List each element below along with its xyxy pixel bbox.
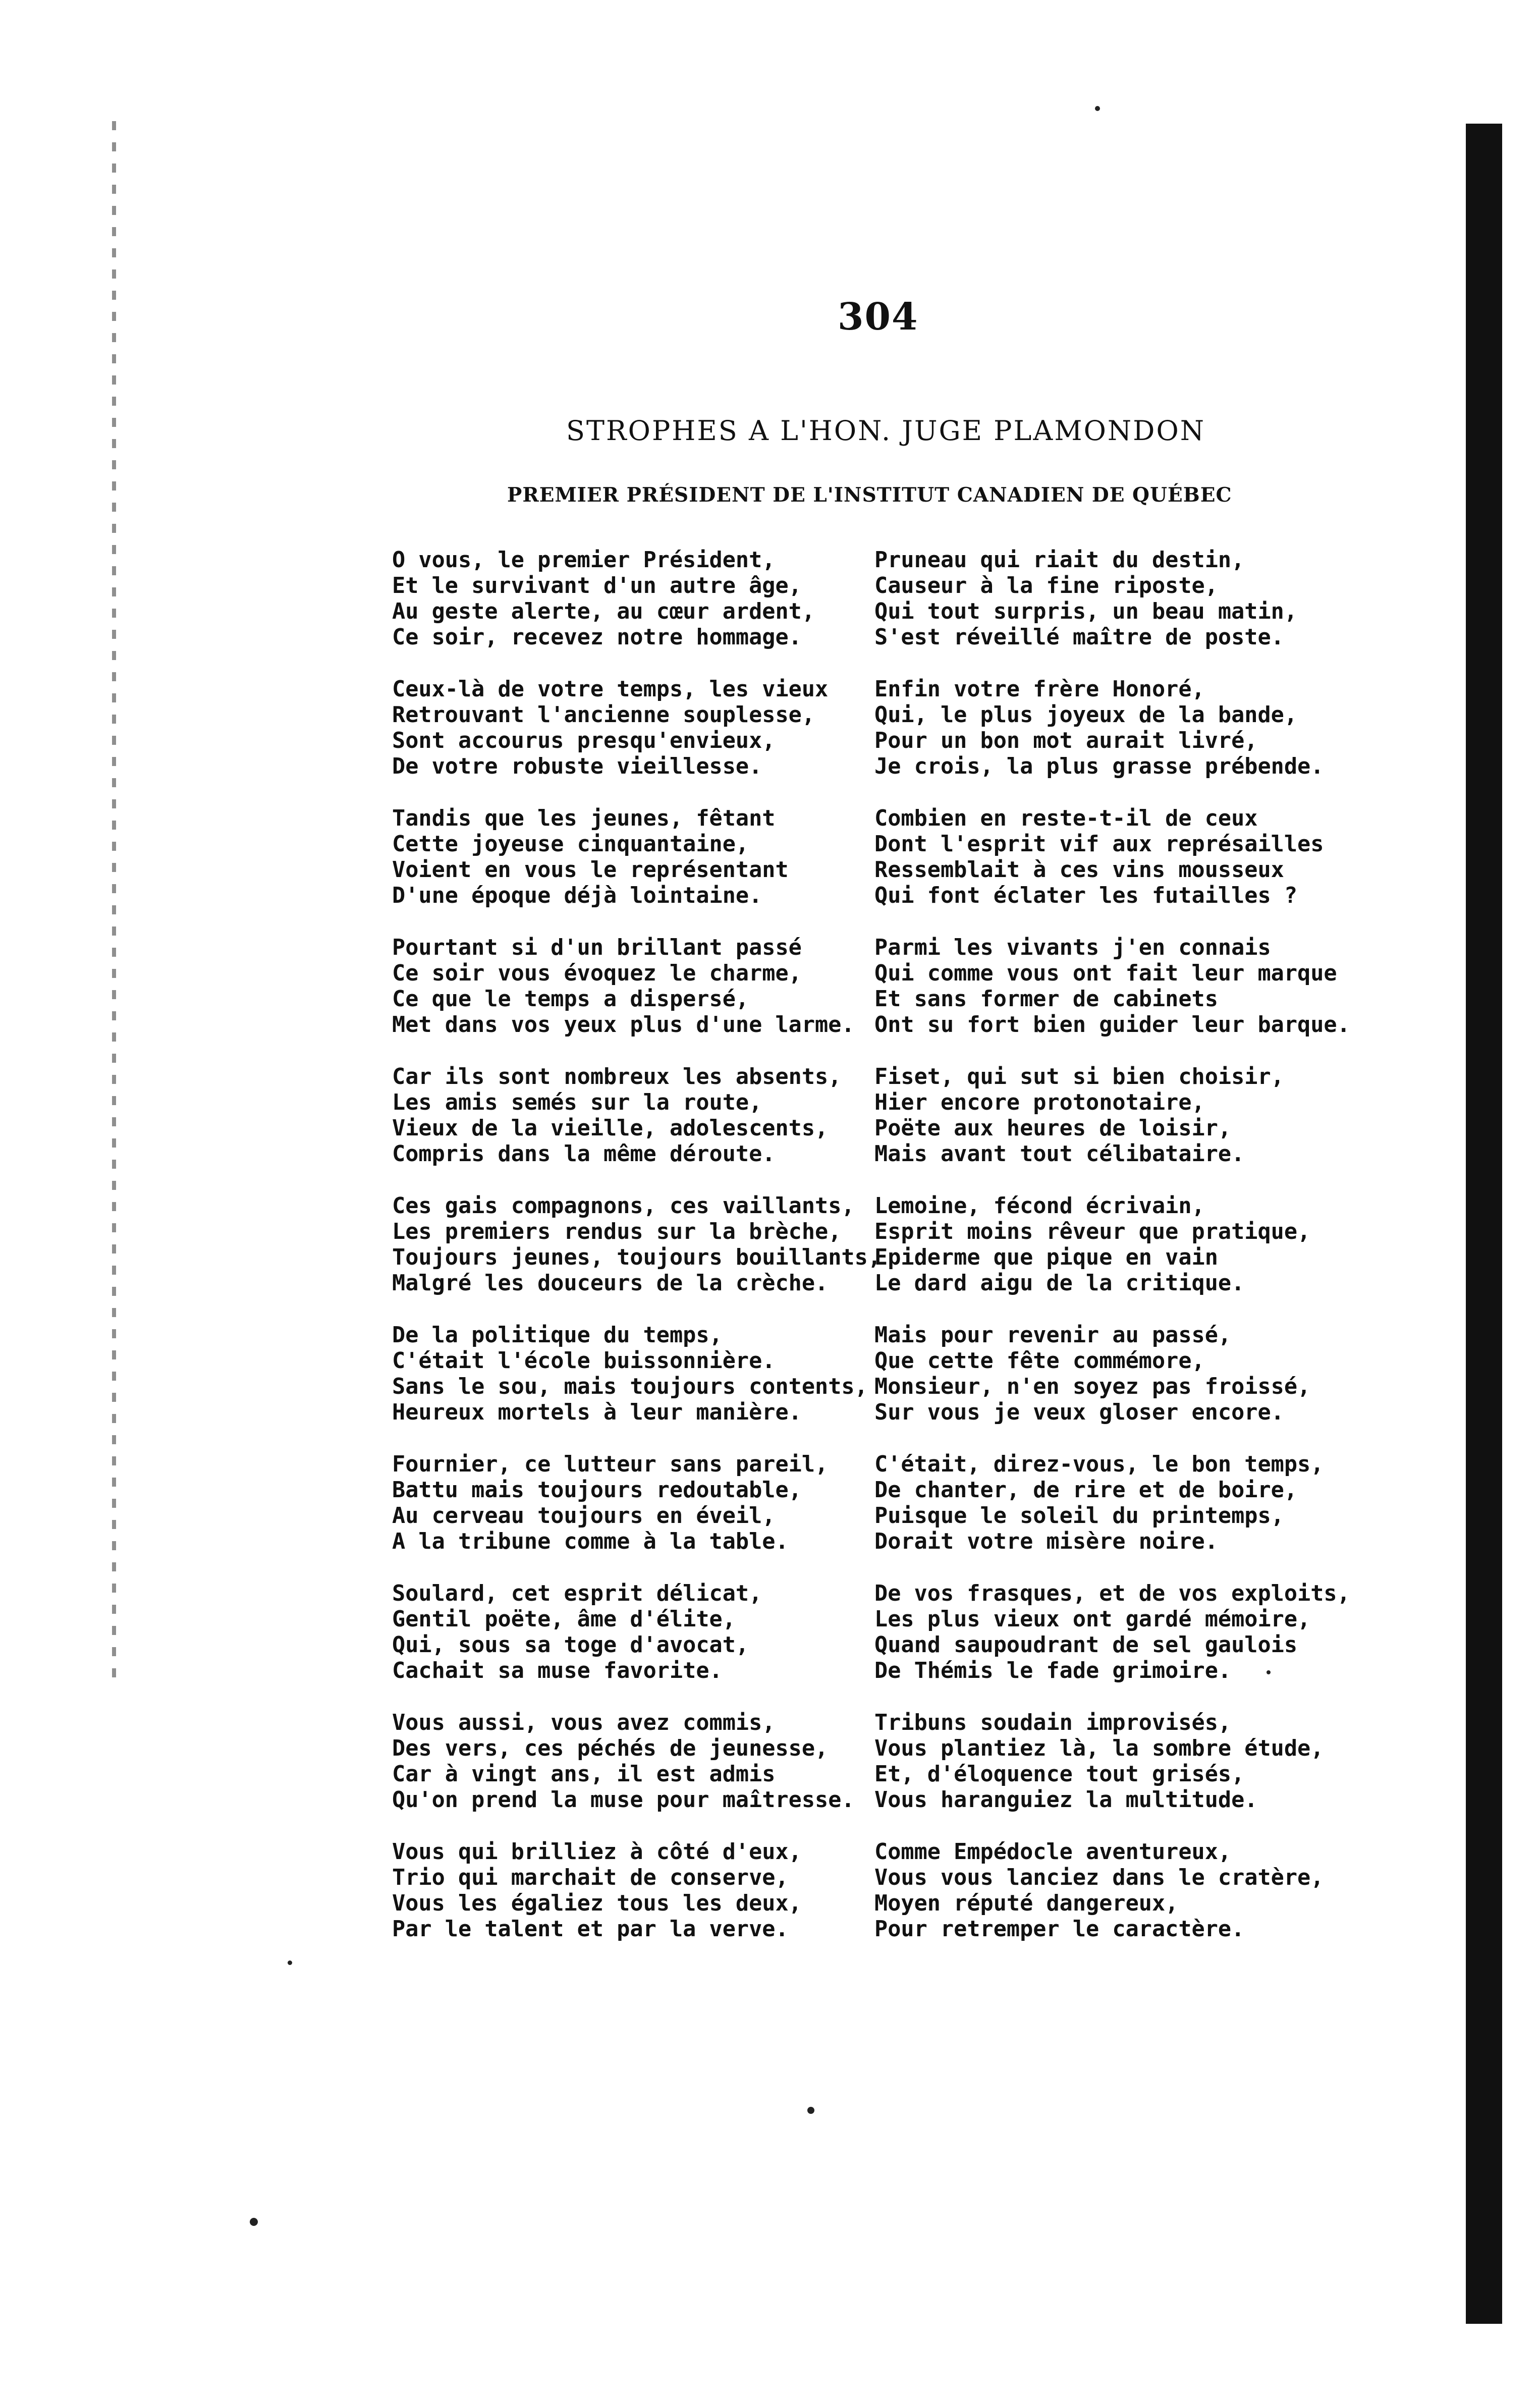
verse-line: D'une époque déjà lointaine. — [392, 883, 762, 908]
verse-line: Le dard aigu de la critique. — [874, 1271, 1245, 1296]
scan-binding-edge — [1466, 124, 1502, 2324]
verse-line: Qui comme vous ont fait leur marque — [874, 961, 1337, 986]
verse-line: Voient en vous le représentant — [392, 857, 789, 883]
verse-line: Car ils sont nombreux les absents, — [392, 1064, 842, 1089]
stanza — [392, 935, 897, 1064]
verse-line: A la tribune comme à la table. — [392, 1529, 789, 1554]
verse-line: Monsieur, n'en soyez pas froissé, — [874, 1374, 1311, 1399]
verse-line: Cachait sa muse favorite. — [392, 1658, 723, 1683]
stanza — [874, 1193, 1379, 1323]
verse-line: Mais pour revenir au passé, — [874, 1323, 1232, 1348]
verse-line: Sans le sou, mais toujours contents, — [392, 1374, 868, 1399]
scan-left-edge-noise — [112, 121, 116, 1685]
verse-line: Et le survivant d'un autre âge, — [392, 573, 802, 598]
verse-line: Malgré les douceurs de la crèche. — [392, 1271, 829, 1296]
verse-line: Vous plantiez là, la sombre étude, — [874, 1736, 1324, 1761]
stanza — [392, 806, 897, 935]
stanza — [874, 1452, 1379, 1581]
verse-line: Toujours jeunes, toujours bouillants, — [392, 1245, 882, 1270]
stanza — [874, 806, 1379, 935]
verse-line: De Thémis le fade grimoire. — [874, 1658, 1232, 1683]
verse-line: Vieux de la vieille, adolescents, — [392, 1116, 829, 1141]
stanza — [874, 1710, 1379, 1839]
verse-line: Enfin votre frère Honoré, — [874, 677, 1205, 702]
poem-title: STROPHES A L'HON. JUGE PLAMONDON — [566, 415, 1205, 447]
verse-line: Lemoine, fécond écrivain, — [874, 1193, 1205, 1219]
stanza — [874, 1839, 1379, 1969]
verse-line: Par le talent et par la verve. — [392, 1917, 789, 1942]
verse-line: Retrouvant l'ancienne souplesse, — [392, 702, 815, 728]
verse-line: Fournier, ce lutteur sans pareil, — [392, 1452, 829, 1477]
verse-line: Soulard, cet esprit délicat, — [392, 1581, 762, 1606]
verse-line: Sur vous je veux gloser encore. — [874, 1400, 1284, 1425]
verse-line: Heureux mortels à leur manière. — [392, 1400, 802, 1425]
verse-line: Que cette fête commémore, — [874, 1348, 1205, 1374]
verse-line: Dorait votre misère noire. — [874, 1529, 1218, 1554]
verse-line: Ces gais compagnons, ces vaillants, — [392, 1193, 855, 1219]
verse-line: Moyen réputé dangereux, — [874, 1891, 1179, 1916]
verse-line: Qu'on prend la muse pour maîtresse. — [392, 1787, 855, 1813]
verse-line: C'était l'école buissonnière. — [392, 1348, 776, 1374]
verse-line: Parmi les vivants j'en connais — [874, 935, 1271, 960]
verse-line: O vous, le premier Président, — [392, 548, 776, 573]
verse-line: Au cerveau toujours en éveil, — [392, 1503, 776, 1529]
stanza — [874, 1581, 1379, 1710]
verse-line: Je crois, la plus grasse prébende. — [874, 754, 1324, 779]
verse-line: Qui tout surpris, un beau matin, — [874, 599, 1298, 624]
verse-line: Qui font éclater les futailles ? — [874, 883, 1298, 908]
verse-line: Met dans vos yeux plus d'une larme. — [392, 1012, 855, 1038]
stanza — [392, 1710, 897, 1839]
verse-line: Dont l'esprit vif aux représailles — [874, 832, 1324, 857]
stanza — [392, 1581, 897, 1710]
verse-line: Puisque le soleil du printemps, — [874, 1503, 1284, 1529]
verse-line: Tandis que les jeunes, fêtant — [392, 806, 776, 831]
verse-line: De votre robuste vieillesse. — [392, 754, 762, 779]
poem-subtitle: PREMIER PRÉSIDENT DE L'INSTITUT CANADIEN DE QUÉBEC — [507, 483, 1232, 507]
verse-line: Au geste alerte, au cœur ardent, — [392, 599, 815, 624]
verse-line: De vos frasques, et de vos exploits, — [874, 1581, 1350, 1606]
verse-line: Gentil poëte, âme d'élite, — [392, 1607, 736, 1632]
verse-line: Car à vingt ans, il est admis — [392, 1762, 776, 1787]
stanza — [392, 1323, 897, 1452]
verse-line: Pourtant si d'un brillant passé — [392, 935, 802, 960]
verse-line: Tribuns soudain improvisés, — [874, 1710, 1232, 1735]
verse-line: Trio qui marchait de conserve, — [392, 1865, 789, 1890]
verse-line: Ceux-là de votre temps, les vieux — [392, 677, 829, 702]
verse-line: Fiset, qui sut si bien choisir, — [874, 1064, 1284, 1089]
verse-line: Cette joyeuse cinquantaine, — [392, 832, 749, 857]
stanza — [392, 1839, 897, 1969]
verse-line: Sont accourus presqu'envieux, — [392, 728, 776, 753]
verse-line: Ont su fort bien guider leur barque. — [874, 1012, 1350, 1038]
verse-line: Vous vous lanciez dans le cratère, — [874, 1865, 1324, 1890]
verse-line: Les plus vieux ont gardé mémoire, — [874, 1607, 1311, 1632]
ink-speck — [807, 2107, 814, 2114]
stanza — [392, 677, 897, 806]
ink-speck — [250, 2218, 258, 2226]
verse-line: Hier encore protonotaire, — [874, 1090, 1205, 1115]
verse-line: Les premiers rendus sur la brèche, — [392, 1219, 842, 1244]
verse-line: C'était, direz-vous, le bon temps, — [874, 1452, 1324, 1477]
verse-line: De chanter, de rire et de boire, — [874, 1478, 1298, 1503]
verse-line: Pour un bon mot aurait livré, — [874, 728, 1258, 753]
verse-line: Battu mais toujours redoutable, — [392, 1478, 802, 1503]
verse-line: Qui, sous sa toge d'avocat, — [392, 1632, 749, 1658]
verse-line: Ce que le temps a dispersé, — [392, 987, 749, 1012]
verse-line: Vous aussi, vous avez commis, — [392, 1710, 776, 1735]
verse-line: De la politique du temps, — [392, 1323, 723, 1348]
stanza — [874, 548, 1379, 677]
stanza — [392, 1193, 897, 1323]
verse-line: Et sans former de cabinets — [874, 987, 1218, 1012]
verse-line: Ce soir, recevez notre hommage. — [392, 625, 802, 650]
verse-line: Mais avant tout célibataire. — [874, 1141, 1245, 1167]
verse-line: Pour retremper le caractère. — [874, 1917, 1245, 1942]
verse-line: Epiderme que pique en vain — [874, 1245, 1218, 1270]
stanza — [874, 677, 1379, 806]
verse-line: Vous les égaliez tous les deux, — [392, 1891, 802, 1916]
poem-left-column — [392, 548, 897, 1969]
verse-line: Quand saupoudrant de sel gaulois — [874, 1632, 1298, 1658]
verse-line: Qui, le plus joyeux de la bande, — [874, 702, 1298, 728]
verse-line: Combien en reste-t-il de ceux — [874, 806, 1258, 831]
verse-line: Vous haranguiez la multitude. — [874, 1787, 1258, 1813]
verse-line: Compris dans la même déroute. — [392, 1141, 776, 1167]
verse-line: Ce soir vous évoquez le charme, — [392, 961, 802, 986]
stanza — [392, 1064, 897, 1193]
verse-line: Vous qui brilliez à côté d'eux, — [392, 1839, 802, 1865]
stanza — [392, 548, 897, 677]
stanza — [874, 1323, 1379, 1452]
verse-line: Poëte aux heures de loisir, — [874, 1116, 1232, 1141]
stanza — [874, 1064, 1379, 1193]
poem-right-column — [874, 548, 1379, 1969]
ink-speck — [1095, 106, 1100, 111]
verse-line: Et, d'éloquence tout grisés, — [874, 1762, 1245, 1787]
verse-line: Esprit moins rêveur que pratique, — [874, 1219, 1311, 1244]
page-number: 304 — [838, 295, 919, 339]
ink-speck — [288, 1960, 292, 1965]
stanza — [392, 1452, 897, 1581]
verse-line: Les amis semés sur la route, — [392, 1090, 762, 1115]
verse-line: Comme Empédocle aventureux, — [874, 1839, 1232, 1865]
verse-line: Pruneau qui riait du destin, — [874, 548, 1245, 573]
verse-line: Ressemblait à ces vins mousseux — [874, 857, 1284, 883]
verse-line: Causeur à la fine riposte, — [874, 573, 1218, 598]
verse-line: Des vers, ces péchés de jeunesse, — [392, 1736, 829, 1761]
verse-line: S'est réveillé maître de poste. — [874, 625, 1284, 650]
stanza — [874, 935, 1379, 1064]
